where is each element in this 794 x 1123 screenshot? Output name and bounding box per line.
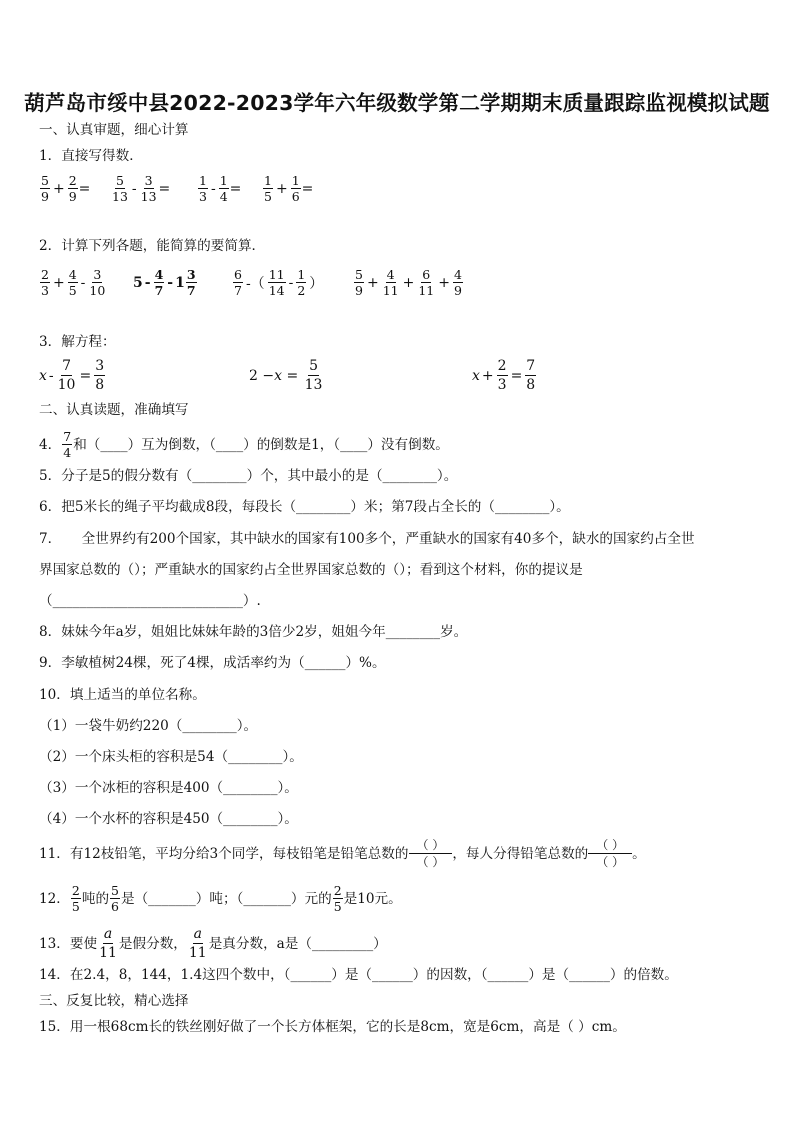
q1-expr-2: $\frac{5}{13}$ - $\frac{3}{13}$ = (112, 173, 171, 204)
q10-item-1: （1）一袋牛奶约220（________）。 (39, 718, 258, 734)
q2-label: 2．计算下列各题，能简算的要简算． (39, 238, 266, 254)
section-1-heading: 一、认真审题，细心计算 (39, 122, 189, 138)
q7-line-2: 界国家总数的（）；严重缺水的国家约占全世界国家总数的（）；看到这个材料，你的提议是 (39, 562, 583, 578)
q1-expr-4: $\frac{1}{5}$ + $\frac{1}{6}$ = (264, 173, 314, 204)
q14: 14．在2.4，8，144，1.4这四个数中，（______）是（______）的因数，（______）是（______）的倍数。 (39, 967, 678, 983)
q8: 8．妹妹今年a岁，姐姐比妹妹年龄的3倍少2岁，姐姐今年________岁。 (39, 624, 468, 640)
q11-blank-fraction-2: （ ） （ ） (588, 838, 632, 869)
section-3-heading: 三、反复比较，精心选择 (39, 993, 189, 1009)
q3-eq-3: x + $\frac{2}{3}$ = $\frac{7}{8}$ (472, 358, 536, 393)
q7-line-3: （____________________________）. (39, 593, 261, 609)
q10-item-2: （2）一个床头柜的容积是54（________）。 (39, 749, 303, 765)
q11-blank-fraction-1: （ ） （ ） (409, 838, 453, 869)
q4: 4． $\frac{7}{4}$ 和（____）互为倒数，（____）的倒数是1，（____）没有倒数。 (39, 429, 449, 460)
q2-expr-3: $\frac{6}{7}$ -（ $\frac{11}{14}$ - $\frac{1}{2}$ ） (234, 267, 324, 298)
q11: 11．有12枝铅笔，平均分给3个同学，每枝铅笔是铅笔总数的 （ ） （ ） ，每人分得铅笔总数的 （ ） （ ） 。 (39, 838, 646, 869)
q3-eq-1: x - $\frac{7}{10}$ = $\frac{3}{8}$ (39, 358, 105, 393)
q1-label: 1．直接写得数． (39, 148, 143, 164)
q2-expr-4: $\frac{5}{9}$ + $\frac{4}{11}$ + $\frac{6}{11}$ + $\frac{4}{9}$ (355, 267, 462, 298)
q13: 13．要使 $\frac{a}{11}$ 是假分数， $\frac{a}{11}$ 是真分数，a是（_________） (39, 926, 387, 961)
q7-line-1: 7． 全世界约有200个国家，其中缺水的国家有100多个，严重缺水的国家有40多个，缺水的国家约占全世 (39, 531, 695, 547)
q9: 9．李敏植树24棵，死了4棵，成活率约为（______）%。 (39, 655, 386, 671)
q10-label: 10．填上适当的单位名称。 (39, 687, 206, 703)
q2-expr-1: $\frac{2}{3}$ + $\frac{4}{5}$ - $\frac{3}{10}$ (41, 267, 106, 298)
q12: 12． $\frac{2}{5}$ 吨的 $\frac{5}{6}$ 是（_______）吨；（_______）元的 $\frac{2}{5}$ 是10元。 (39, 883, 402, 914)
q6: 6．把5米长的绳子平均截成8段，每段长（________）米；第7段占全长的（________）。 (39, 499, 570, 515)
q15: 15．用一根68cm长的铁丝刚好做了一个长方体框架，它的长是8cm，宽是6cm，高是（ ）cm。 (39, 1019, 626, 1035)
q3-eq-2: 2 − x = $\frac{5}{13}$ (249, 358, 323, 393)
q1-expr-3: $\frac{1}{3}$ - $\frac{1}{4}$ = (199, 173, 242, 204)
section-2-heading: 二、认真读题，准确填写 (39, 402, 189, 418)
q10-item-4: （4）一个水杯的容积是450（________）。 (39, 811, 298, 827)
q10-item-3: （3）一个冰柜的容积是400（________）。 (39, 780, 298, 796)
page-title: 葫芦岛市绥中县2022-2023学年六年级数学第二学期期末质量跟踪监视模拟试题 (24, 91, 770, 115)
q2-expr-2: 5 - $\frac{4}{7}$ - 1 $\frac{3}{7}$ (133, 267, 196, 298)
q3-label: 3．解方程： (39, 334, 116, 350)
q1-expr-1: $\frac{5}{9}$ + $\frac{2}{9}$ = (41, 173, 91, 204)
q5: 5．分子是5的假分数有（________）个，其中最小的是（________）。 (39, 468, 458, 484)
